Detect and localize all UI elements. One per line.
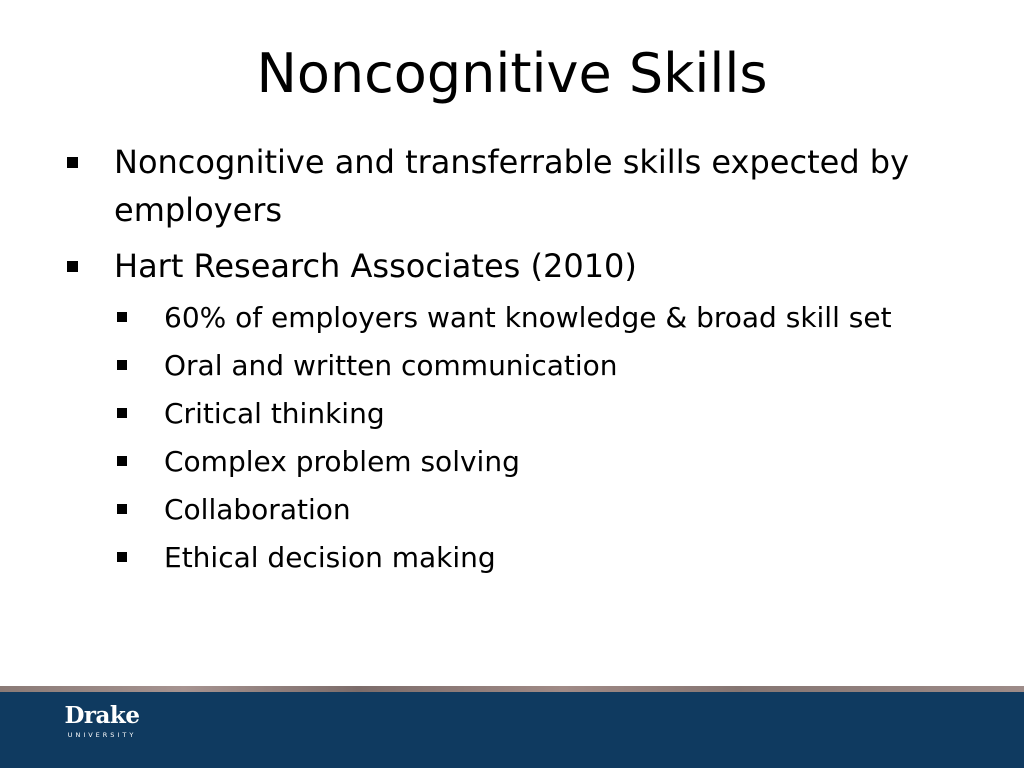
sub-bullet-item	[114, 346, 964, 386]
sub-bullet-item	[114, 394, 964, 434]
square-bullet-icon	[117, 504, 127, 514]
sub-bullet-item	[114, 442, 964, 482]
sub-bullet-text: Critical thinking	[164, 397, 385, 430]
sub-bullet-item	[114, 298, 964, 338]
square-bullet-icon	[67, 157, 78, 168]
square-bullet-icon	[117, 456, 127, 466]
square-bullet-icon	[117, 360, 127, 370]
square-bullet-icon	[117, 552, 127, 562]
square-bullet-icon	[117, 312, 127, 322]
square-bullet-icon	[67, 261, 78, 272]
bullet-item	[64, 242, 964, 290]
bullet-text: Hart Research Associates (2010)	[114, 247, 637, 285]
sub-bullet-text: Oral and written communication	[164, 349, 618, 382]
sub-bullet-item	[114, 538, 964, 578]
sub-bullet-text: Ethical decision making	[164, 541, 496, 574]
bullet-item	[64, 138, 964, 234]
sub-bullet-text: Complex problem solving	[164, 445, 520, 478]
slide-title: Noncognitive Skills	[256, 42, 768, 105]
sub-bullet-list	[64, 298, 964, 578]
logo-wordmark: Drake	[64, 702, 140, 729]
square-bullet-icon	[117, 408, 127, 418]
logo-subtitle: UNIVERSITY	[67, 731, 137, 739]
bullet-text: Noncognitive and transferrable skills expected by employers	[114, 143, 910, 229]
sub-bullet-group	[64, 298, 964, 578]
sub-bullet-item	[114, 490, 964, 530]
sub-bullet-text: Collaboration	[164, 493, 351, 526]
sub-bullet-text: 60% of employers want knowledge & broad skill set	[164, 301, 892, 334]
drake-university-logo	[54, 704, 150, 744]
bullet-list	[64, 138, 964, 586]
footer-bar	[0, 692, 1024, 768]
